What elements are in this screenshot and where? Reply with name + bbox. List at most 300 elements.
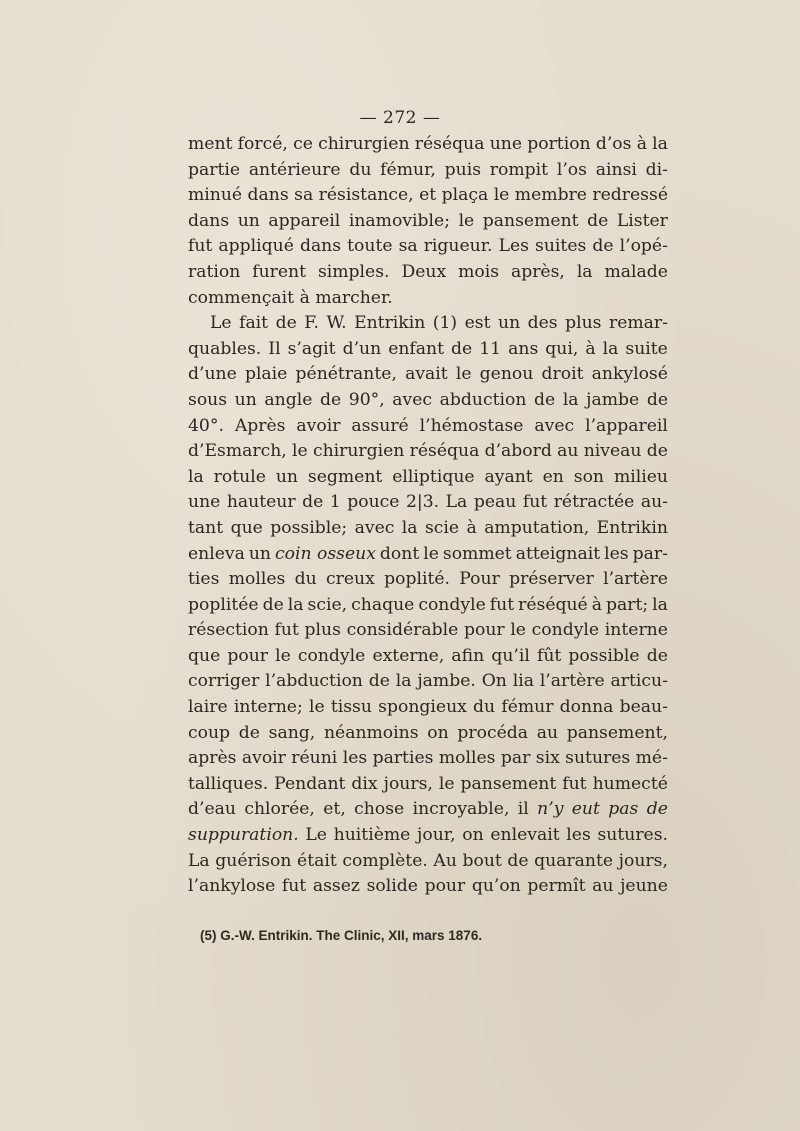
- word: chlorée,: [244, 799, 315, 820]
- word: la: [652, 134, 668, 154]
- word: fût: [536, 645, 562, 666]
- word: W.: [326, 313, 347, 334]
- word: Pendant: [274, 773, 346, 794]
- word: simples.: [317, 261, 390, 282]
- word: portion: [527, 134, 591, 154]
- word: par-: [632, 543, 668, 564]
- word: pour: [463, 620, 505, 641]
- word: plus: [565, 313, 602, 334]
- word: On: [481, 671, 507, 692]
- word: poplité.: [384, 569, 450, 590]
- word: réséqua: [409, 441, 480, 462]
- word: Entrikin: [354, 313, 426, 334]
- word: d’os: [595, 134, 632, 154]
- word: un: [248, 543, 271, 564]
- word: di-: [645, 159, 668, 180]
- word: part;: [605, 594, 649, 615]
- word: pour: [227, 645, 268, 666]
- word: de: [262, 594, 284, 615]
- word: pénétrante,: [295, 364, 397, 385]
- word: pouce: [347, 492, 400, 513]
- word: du: [473, 697, 496, 718]
- word: Après: [234, 415, 286, 436]
- word: dans: [188, 210, 230, 231]
- word: l’artère: [603, 569, 668, 590]
- text-line: [188, 695, 668, 721]
- word: la: [602, 338, 619, 359]
- word: ans: [508, 338, 539, 359]
- word: laire: [188, 697, 228, 718]
- word: après: [188, 748, 237, 769]
- text-line: [188, 286, 668, 312]
- word: interne: [604, 620, 668, 641]
- word: à: [585, 338, 596, 359]
- word: abduction: [439, 389, 527, 410]
- word: s’agit: [287, 338, 336, 359]
- word: Lister: [616, 210, 668, 231]
- word: jeune: [620, 876, 668, 897]
- word: La: [445, 492, 468, 513]
- word: chirurgien: [318, 134, 410, 154]
- word: la: [395, 671, 412, 692]
- word: de: [319, 389, 342, 410]
- word: plaça: [441, 185, 489, 206]
- word: d’eau: [188, 799, 236, 820]
- word: pour: [424, 876, 466, 897]
- word: six: [535, 748, 560, 769]
- word: préserver: [509, 569, 594, 590]
- word: scie,: [307, 594, 348, 615]
- word: d’abord: [484, 441, 552, 462]
- word: spongieux: [378, 697, 467, 718]
- word: de: [646, 389, 668, 410]
- word: de: [646, 645, 668, 666]
- word: Pour: [459, 569, 500, 590]
- word: coup: [188, 722, 231, 743]
- word: 1: [329, 492, 341, 513]
- text-line: [188, 669, 668, 695]
- word: des: [527, 313, 558, 334]
- word: de: [275, 313, 297, 334]
- word: l’abduction: [265, 671, 363, 692]
- word: pas: [608, 799, 639, 820]
- word: la: [652, 594, 668, 615]
- word: scie: [424, 517, 460, 538]
- word: le: [455, 364, 472, 385]
- word: d’Esmarch,: [188, 441, 287, 462]
- word: solide: [366, 876, 418, 897]
- word: dans: [299, 236, 342, 257]
- word: de: [592, 236, 614, 257]
- word: sommet: [442, 543, 512, 564]
- word: son: [573, 466, 605, 487]
- word: sang,: [268, 722, 316, 743]
- word: mé-: [635, 748, 668, 769]
- word: Deux: [401, 261, 447, 282]
- word: jambe: [586, 389, 640, 410]
- word: sa: [294, 185, 314, 206]
- text-line: [188, 593, 668, 619]
- word: rompit: [489, 159, 549, 180]
- word: la: [401, 517, 418, 538]
- text-line: [188, 439, 668, 465]
- word: avec: [392, 389, 433, 410]
- word: talliques.: [188, 773, 269, 794]
- word: tant: [188, 517, 224, 538]
- word: n’y: [537, 799, 564, 820]
- word: Au: [433, 850, 457, 871]
- word: jour,: [417, 825, 456, 846]
- word: huitième: [333, 825, 411, 846]
- word: à: [299, 287, 310, 308]
- word: ment: [188, 134, 233, 154]
- word: d’une: [188, 364, 237, 385]
- word: ties: [188, 569, 220, 590]
- word: suite: [625, 338, 668, 359]
- word: jambe.: [417, 671, 476, 692]
- word: l’hémostase: [419, 415, 524, 436]
- word: plus: [304, 620, 341, 641]
- text-line: [188, 465, 668, 491]
- text-line: [188, 132, 668, 158]
- word: La: [188, 850, 210, 871]
- text-line: [188, 618, 668, 644]
- word: segment: [307, 466, 383, 487]
- word: il: [517, 799, 529, 820]
- text-line: [188, 644, 668, 670]
- word: creux: [326, 569, 375, 590]
- body-text: [188, 132, 668, 900]
- word: marcher.: [315, 287, 393, 308]
- word: réséqué: [518, 594, 588, 615]
- word: niveau: [583, 441, 642, 462]
- word: remar-: [608, 313, 668, 334]
- word: angle: [264, 389, 313, 410]
- word: Le: [305, 825, 327, 846]
- word: sous: [188, 389, 228, 410]
- word: antérieure: [248, 159, 341, 180]
- word: ayant: [484, 466, 533, 487]
- word: Entrikin: [596, 517, 668, 538]
- word: quarante: [534, 850, 614, 871]
- word: guérison: [215, 850, 292, 871]
- word: une: [489, 134, 522, 154]
- word: le: [438, 773, 455, 794]
- word: commençait: [188, 287, 295, 308]
- word: elliptique: [392, 466, 475, 487]
- word: fut: [188, 236, 213, 257]
- word: beau-: [619, 697, 668, 718]
- word: fémur: [501, 697, 554, 718]
- word: au: [557, 441, 579, 462]
- word: enlevait: [490, 825, 560, 846]
- word: que: [188, 645, 221, 666]
- word: rigueur.: [423, 236, 493, 257]
- text-line: [188, 721, 668, 747]
- word: qu’on: [471, 876, 521, 897]
- word: genou: [479, 364, 534, 385]
- word: d’un: [342, 338, 382, 359]
- word: permît: [527, 876, 586, 897]
- word: chirurgien: [312, 441, 405, 462]
- word: de: [238, 722, 260, 743]
- word: fut: [522, 492, 548, 513]
- text-line: [188, 746, 668, 772]
- word: après,: [510, 261, 565, 282]
- word: incroyable,: [412, 799, 510, 820]
- word: un: [234, 389, 257, 410]
- word: mois: [458, 261, 500, 282]
- word: 40°.: [188, 415, 224, 436]
- text-line: [188, 797, 668, 823]
- word: coin osseux: [274, 543, 376, 564]
- word: tissu: [330, 697, 372, 718]
- word: et: [419, 185, 437, 206]
- word: dix: [351, 773, 378, 794]
- text-line: [188, 311, 668, 337]
- word: un: [275, 466, 298, 487]
- word: avec: [354, 517, 395, 538]
- word: suppuration.: [188, 825, 299, 846]
- word: fut: [562, 773, 587, 794]
- word: néanmoins: [323, 722, 419, 743]
- text-line: [188, 823, 668, 849]
- word: fut: [489, 594, 515, 615]
- word: l’appareil: [585, 415, 668, 436]
- word: eut: [571, 799, 600, 820]
- word: fut: [281, 876, 307, 897]
- word: avec: [534, 415, 575, 436]
- word: les: [566, 825, 591, 846]
- word: est: [464, 313, 491, 334]
- word: le: [292, 441, 308, 462]
- word: on: [427, 722, 449, 743]
- text-line: [188, 849, 668, 875]
- footnote: (5) G.-W. Entrikin. The Clinic, XII, mars 1876.: [200, 928, 483, 943]
- word: possible: [568, 645, 640, 666]
- word: ainsi: [595, 159, 637, 180]
- word: pansement: [482, 210, 579, 231]
- word: jours,: [618, 850, 668, 871]
- word: milieu: [613, 466, 668, 487]
- word: possible;: [270, 517, 348, 538]
- word: et,: [323, 799, 346, 820]
- word: fut: [274, 620, 299, 641]
- text-line: [188, 772, 668, 798]
- word: le: [308, 697, 325, 718]
- word: Le: [210, 313, 232, 334]
- word: ce: [293, 134, 313, 154]
- word: poplitée: [188, 594, 259, 615]
- word: minué: [188, 185, 243, 206]
- word: donna: [559, 697, 614, 718]
- word: enleva: [188, 543, 245, 564]
- text-line: [188, 362, 668, 388]
- word: peau: [473, 492, 517, 513]
- word: assez: [312, 876, 360, 897]
- word: à: [591, 594, 602, 615]
- word: condyle: [418, 594, 486, 615]
- text-line: [188, 388, 668, 414]
- word: au-: [640, 492, 668, 513]
- word: le: [423, 543, 439, 564]
- word: l’artère: [539, 671, 605, 692]
- word: considérable: [346, 620, 459, 641]
- word: articu-: [610, 671, 668, 692]
- word: redressé: [592, 185, 668, 206]
- word: de: [646, 799, 668, 820]
- word: un: [237, 210, 260, 231]
- word: qui,: [545, 338, 579, 359]
- word: pansement,: [566, 722, 668, 743]
- word: fémur,: [380, 159, 436, 180]
- word: résistance,: [318, 185, 414, 206]
- word: hauteur: [226, 492, 296, 513]
- word: quables.: [188, 338, 262, 359]
- text-line: [188, 209, 668, 235]
- word: furent: [252, 261, 307, 282]
- word: partie: [188, 159, 241, 180]
- word: assuré: [351, 415, 409, 436]
- word: le: [275, 645, 291, 666]
- word: sutures.: [597, 825, 668, 846]
- word: du: [349, 159, 372, 180]
- word: humecté: [592, 773, 668, 794]
- word: un: [498, 313, 521, 334]
- word: sutures: [565, 748, 631, 769]
- word: bout: [462, 850, 502, 871]
- word: 90°,: [348, 389, 385, 410]
- word: réséqua: [414, 134, 485, 154]
- word: les: [342, 748, 368, 769]
- word: la: [562, 389, 579, 410]
- word: la: [188, 466, 204, 487]
- word: parties: [372, 748, 434, 769]
- word: au: [592, 876, 614, 897]
- word: externe,: [372, 645, 445, 666]
- word: l’os: [556, 159, 587, 180]
- word: plaie: [244, 364, 288, 385]
- word: avoir: [241, 748, 286, 769]
- word: au: [536, 722, 559, 743]
- word: le: [493, 185, 510, 206]
- word: dont: [379, 543, 420, 564]
- word: Il: [268, 338, 281, 359]
- text-line: [188, 158, 668, 184]
- word: de: [507, 850, 529, 871]
- text-line: [188, 490, 668, 516]
- word: de: [368, 671, 390, 692]
- word: molles: [438, 748, 496, 769]
- word: rotule: [213, 466, 266, 487]
- word: procéda: [457, 722, 528, 743]
- word: rétractée: [553, 492, 635, 513]
- word: était: [297, 850, 337, 871]
- word: atteignait: [515, 543, 601, 564]
- word: chaque: [351, 594, 415, 615]
- word: malade: [604, 261, 668, 282]
- word: suites: [535, 236, 587, 257]
- word: de: [646, 441, 668, 462]
- word: avait: [405, 364, 448, 385]
- word: dans: [247, 185, 289, 206]
- text-line: [188, 183, 668, 209]
- word: condyle: [531, 620, 600, 641]
- word: appareil: [268, 210, 341, 231]
- word: appliqué: [218, 236, 294, 257]
- word: droit: [541, 364, 584, 385]
- page-number: — 272 —: [359, 108, 441, 128]
- word: forcé,: [237, 134, 288, 154]
- word: Les: [498, 236, 529, 257]
- word: en: [542, 466, 564, 487]
- word: de: [451, 338, 473, 359]
- word: fait: [239, 313, 269, 334]
- word: la: [287, 594, 304, 615]
- word: 11: [479, 338, 502, 359]
- word: ration: [188, 261, 241, 282]
- word: par: [500, 748, 531, 769]
- word: avoir: [296, 415, 341, 436]
- text-line: [188, 414, 668, 440]
- word: toute: [347, 236, 393, 257]
- word: interne;: [233, 697, 303, 718]
- word: de: [534, 389, 556, 410]
- word: 2|3.: [405, 492, 440, 513]
- word: inamovible;: [348, 210, 450, 231]
- word: sa: [398, 236, 418, 257]
- text-line: [188, 234, 668, 260]
- word: l’opé-: [619, 236, 668, 257]
- text-line: [188, 516, 668, 542]
- word: corriger: [188, 671, 260, 692]
- word: condyle: [297, 645, 366, 666]
- word: enfant: [388, 338, 445, 359]
- word: la: [576, 261, 593, 282]
- word: F.: [304, 313, 319, 334]
- word: à: [466, 517, 477, 538]
- word: à: [636, 134, 647, 154]
- word: on: [462, 825, 484, 846]
- word: complète.: [342, 850, 428, 871]
- word: réuni: [291, 748, 338, 769]
- word: l’ankylose: [188, 876, 276, 897]
- text-line: [188, 542, 668, 568]
- word: pansement: [460, 773, 557, 794]
- word: ankylosé: [591, 364, 668, 385]
- word: puis: [444, 159, 482, 180]
- word: afin: [451, 645, 485, 666]
- word: le: [510, 620, 526, 641]
- word: les: [604, 543, 629, 564]
- word: amputation,: [484, 517, 590, 538]
- word: molles: [228, 569, 286, 590]
- word: résection: [188, 620, 269, 641]
- word: du: [294, 569, 317, 590]
- text-line: [188, 260, 668, 286]
- text-line: [188, 567, 668, 593]
- word: jours,: [383, 773, 433, 794]
- word: qu’il: [491, 645, 530, 666]
- word: chose: [354, 799, 405, 820]
- word: (1): [432, 313, 458, 334]
- word: le: [458, 210, 475, 231]
- text-line: [188, 874, 668, 900]
- word: de: [302, 492, 324, 513]
- word: membre: [514, 185, 587, 206]
- word: de: [587, 210, 609, 231]
- word: que: [230, 517, 263, 538]
